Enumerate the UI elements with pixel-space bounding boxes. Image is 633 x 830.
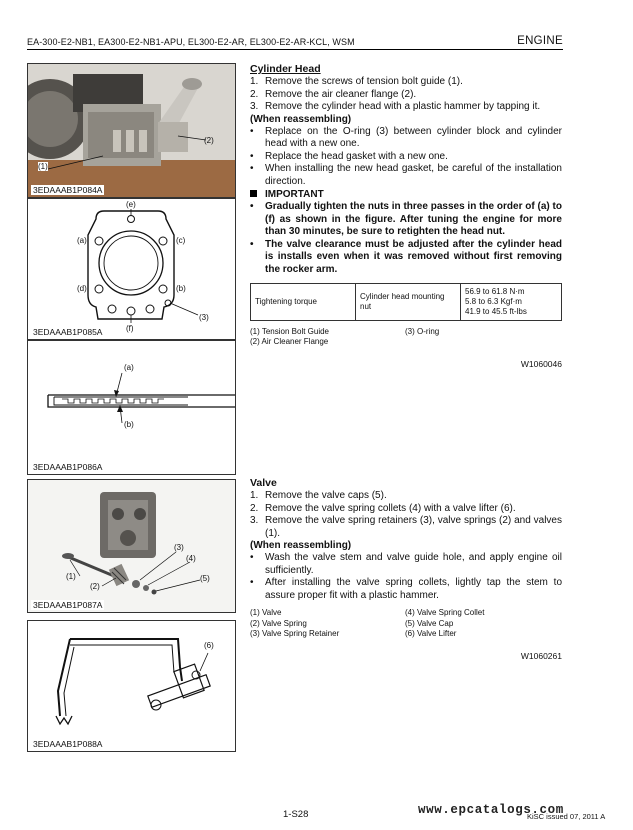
bullet-item: • The valve clearance must be adjusted after the cylinder head is installs even when it was removed without first removing the rocker arm. — [250, 238, 562, 275]
important-title: IMPORTANT — [250, 189, 562, 201]
bullet-item: • Wash the valve stem and valve guide hole, and apply engine oil sufficiently. — [250, 552, 562, 576]
parts-legend: (1) Valve (4) Valve Spring Collet (2) Valve Spring (5) Valve Cap (3) Valve Spring Retainer (6) Valve Lifter — [250, 608, 485, 639]
bullet-item: • Replace on the O-ring (3) between cylinder block and cylinder head with a new one. — [250, 126, 562, 150]
figure-callout: (a) — [77, 236, 87, 245]
bullet-item: • Replace the head gasket with a new one. — [250, 150, 448, 162]
step-item: 1. Remove the screws of tension bolt guide (1). — [250, 76, 463, 88]
figure-callout: (1) — [66, 572, 76, 581]
figure-valve-parts — [27, 479, 236, 613]
torque-values: 56.9 to 61.8 N·m 5.8 to 6.3 Kgf·m 41.9 to 45.5 ft-lbs — [461, 283, 562, 320]
reassembling-title: (When reassembling) — [250, 113, 352, 125]
cylinder-head-section — [250, 63, 562, 370]
header-models: EA-300-E2-NB1, EA300-E2-NB1-APU, EL300-E2-AR, EL300-E2-AR-KCL, WSM — [27, 37, 355, 47]
torque-item: Cylinder head mounting nut — [356, 283, 461, 320]
figure-callout: (6) — [204, 641, 214, 650]
figure-engine-photo — [27, 63, 236, 198]
valve-section — [250, 477, 562, 662]
figure-callout: (2) — [204, 136, 214, 145]
work-code: W1060046 — [520, 358, 562, 369]
step-list — [250, 490, 562, 540]
figure-callout: (b) — [176, 284, 186, 293]
section-title: Valve — [250, 477, 277, 489]
torque-table — [250, 283, 562, 321]
figure-callout: (2) — [90, 582, 100, 591]
figure-callout: (c) — [176, 236, 186, 245]
bullet-item: • When installing the new head gasket, be careful of the installation direction. — [250, 163, 562, 187]
figure-callout: (b) — [124, 420, 134, 429]
reassembling-title: (When reassembling) — [250, 540, 352, 552]
figure-callout: (f) — [126, 324, 134, 333]
step-item: 2. Remove the valve spring collets (4) with a valve lifter (6). — [250, 502, 516, 514]
figure-callout: (3) — [199, 313, 209, 322]
step-item: 3. Remove the valve spring retainers (3), valve springs (2) and valves (1). — [250, 515, 562, 539]
step-list — [250, 76, 562, 113]
square-bullet-icon — [250, 190, 257, 197]
figure-code: 3EDAAAB1P087A — [33, 600, 103, 610]
bullet-item: • Gradually tighten the nuts in three passes in the order of (a) to (f) as shown in the figure. After tuning the engine for more than 30 minutes, be sure to retighten the head nut. — [250, 201, 562, 238]
step-item: 3. Remove the cylinder head with a plastic hammer by tapping it. — [250, 101, 541, 113]
figure-gasket-diagram — [27, 198, 236, 340]
figure-callout: (1) — [38, 162, 48, 171]
section-title: Cylinder Head — [250, 63, 321, 75]
header-section: ENGINE — [517, 35, 563, 47]
figure-callout: (3) — [174, 543, 184, 552]
figure-callout: (4) — [186, 554, 196, 563]
figure-code: 3EDAAAB1P085A — [33, 327, 103, 337]
figure-bolt-guide — [27, 340, 236, 475]
important-list — [250, 201, 562, 275]
reassembling-list — [250, 552, 562, 602]
step-item: 1. Remove the valve caps (5). — [250, 490, 387, 502]
figure-valve-lifter — [27, 620, 236, 752]
bullet-item: • After installing the valve spring collets, lightly tap the stem to assure proper fit with a plastic hammer. — [250, 577, 562, 601]
torque-label: Tightening torque — [251, 283, 356, 320]
figure-callout: (a) — [124, 363, 134, 372]
figure-callout: (e) — [126, 200, 136, 209]
work-code: W1060261 — [520, 650, 562, 661]
figure-code: 3EDAAAB1P086A — [33, 462, 103, 472]
parts-legend: (1) Tension Bolt Guide (3) O-ring (2) Air Cleaner Flange — [250, 326, 440, 347]
figure-callout: (5) — [200, 574, 210, 583]
figure-code: 3EDAAAB1P084A — [33, 185, 103, 195]
reassembling-list — [250, 126, 562, 188]
page-number: 1-S28 — [283, 809, 309, 820]
figure-code: 3EDAAAB1P088A — [33, 739, 103, 749]
header-rule — [27, 49, 563, 50]
issue-label: KiSC issued 07, 2011 A — [527, 812, 606, 821]
watermark-text: www.epcatalogs.com — [418, 803, 564, 817]
step-item: 2. Remove the air cleaner flange (2). — [250, 88, 417, 100]
figure-callout: (d) — [77, 284, 87, 293]
